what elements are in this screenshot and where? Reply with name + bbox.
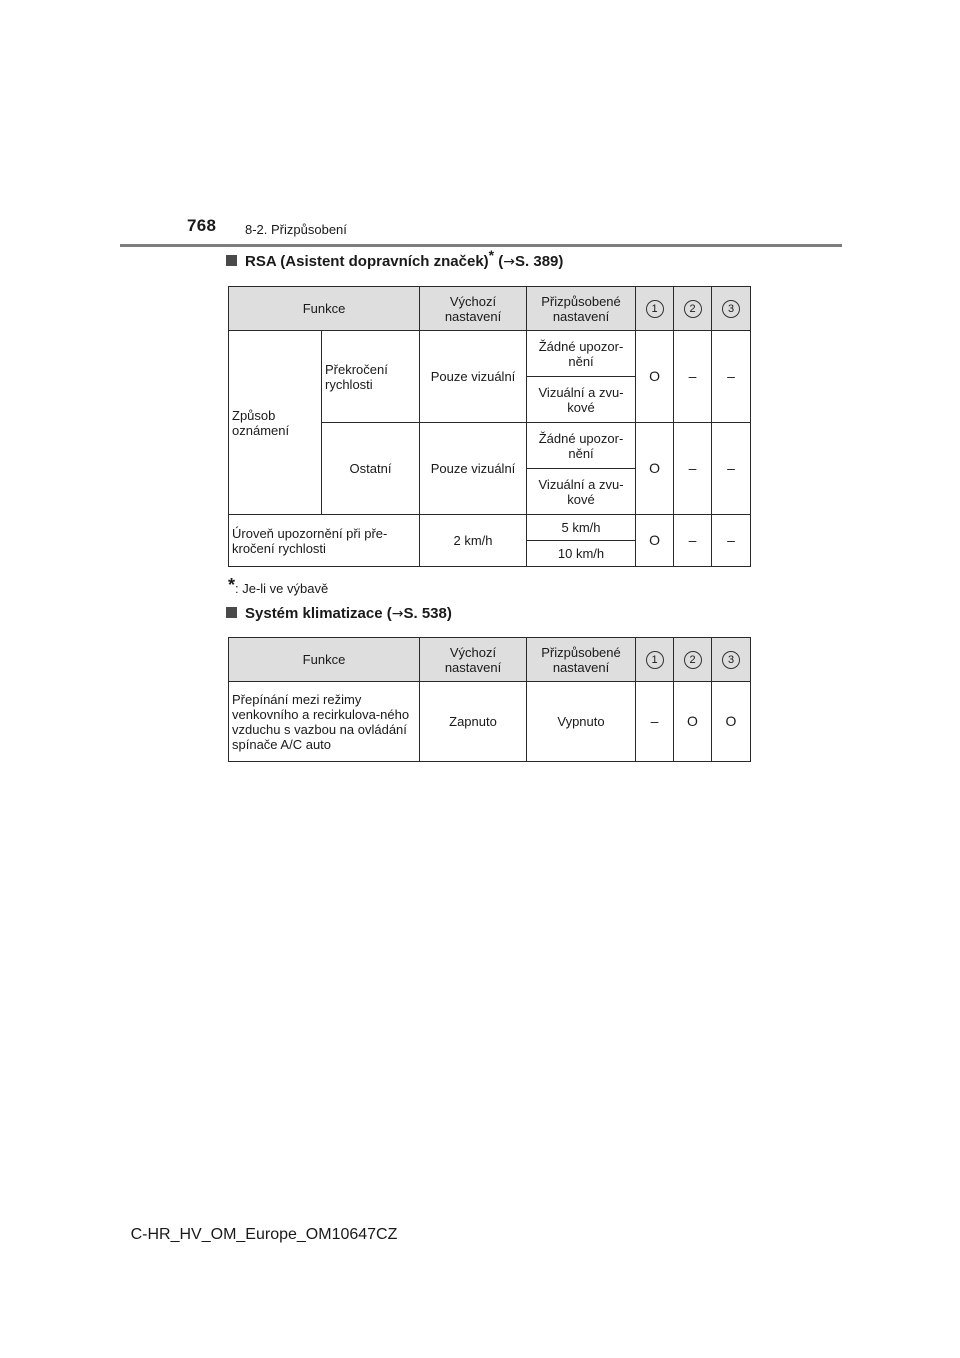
cell-ostatni-method-1: O <box>636 423 674 515</box>
table-row <box>229 682 751 762</box>
col-header-method-3 <box>712 638 751 682</box>
page-number: 768 <box>187 216 217 235</box>
arrow-right-icon: → <box>503 254 516 270</box>
cell-ostatni-option-1: Žádné upozor-nění <box>527 423 636 469</box>
table-header-row <box>229 287 751 331</box>
col-header-method-2 <box>674 638 712 682</box>
cell-uroven-upozorneni: Úroveň upozornění při pře-kročení rychlosti <box>229 515 420 567</box>
cell-uroven-method-1: O <box>636 515 674 567</box>
circled-number-icon: 3 <box>722 300 740 318</box>
arrow-right-icon: → <box>391 606 404 622</box>
cell-ostatni: Ostatní <box>322 423 420 515</box>
table-header-row <box>229 638 751 682</box>
cell-uroven-method-2: – <box>674 515 712 567</box>
footnote <box>228 575 328 596</box>
klima-page-ref[interactable]: S. 538) <box>403 605 452 622</box>
rsa-settings-table <box>228 286 751 567</box>
cell-klima-method-1: – <box>636 682 674 762</box>
rsa-page-ref[interactable]: S. 389) <box>515 253 564 270</box>
col-header-vychozi: Výchozí nastavení <box>420 287 527 331</box>
rsa-heading <box>226 247 564 270</box>
cell-klima-default: Zapnuto <box>420 682 527 762</box>
cell-prekroceni-method-1: O <box>636 331 674 423</box>
col-header-prizpusobene: Přizpůsobené nastavení <box>527 638 636 682</box>
square-bullet-icon <box>226 607 237 618</box>
col-header-method-2 <box>674 287 712 331</box>
cell-prekroceni-default: Pouze vizuální <box>420 331 527 423</box>
klima-settings-table <box>228 637 751 762</box>
cell-prekroceni-option-2: Vizuální a zvu-kové <box>527 377 636 423</box>
cell-zpusob-oznameni: Způsob oznámení <box>229 331 322 515</box>
col-header-funkce: Funkce <box>229 287 420 331</box>
cell-klima-method-2: O <box>674 682 712 762</box>
circled-number-icon: 1 <box>646 651 664 669</box>
section-title: 8-2. Přizpůsobení <box>245 222 347 237</box>
cell-prekroceni-method-2: – <box>674 331 712 423</box>
circled-number-icon: 3 <box>722 651 740 669</box>
cell-klima-method-3: O <box>712 682 751 762</box>
rsa-ref-open: ( <box>494 253 504 270</box>
table-row <box>229 331 751 377</box>
cell-uroven-option-2: 10 km/h <box>527 541 636 567</box>
col-header-funkce: Funkce <box>229 638 420 682</box>
cell-prekroceni-method-3: – <box>712 331 751 423</box>
col-header-method-1 <box>636 638 674 682</box>
footnote-star: * <box>228 575 236 595</box>
col-header-prizpusobene: Přizpůsobené nastavení <box>527 287 636 331</box>
cell-ostatni-option-2: Vizuální a zvu-kové <box>527 469 636 515</box>
square-bullet-icon <box>226 255 237 266</box>
klima-ref-open: ( <box>382 605 392 622</box>
cell-prekroceni-option-1: Žádné upozor-nění <box>527 331 636 377</box>
cell-ostatni-method-3: – <box>712 423 751 515</box>
document-code: C-HR_HV_OM_Europe_OM10647CZ <box>130 1226 398 1243</box>
cell-ostatni-method-2: – <box>674 423 712 515</box>
col-header-method-1 <box>636 287 674 331</box>
cell-uroven-option-1: 5 km/h <box>527 515 636 541</box>
rsa-heading-text: RSA (Asistent dopravních značek) <box>245 253 489 270</box>
col-header-vychozi: Výchozí nastavení <box>420 638 527 682</box>
circled-number-icon: 2 <box>684 300 702 318</box>
circled-number-icon: 2 <box>684 651 702 669</box>
cell-ostatni-default: Pouze vizuální <box>420 423 527 515</box>
cell-prekroceni: Překročení rychlosti <box>322 331 420 423</box>
circled-number-icon: 1 <box>646 300 664 318</box>
footnote-text: : Je-li ve výbavě <box>235 581 329 596</box>
cell-klima-custom: Vypnuto <box>527 682 636 762</box>
header-divider <box>120 244 842 247</box>
cell-uroven-default: 2 km/h <box>420 515 527 567</box>
klima-heading <box>226 605 452 622</box>
klima-heading-text: Systém klimatizace <box>245 605 383 622</box>
rsa-footnote-marker: * <box>488 247 495 263</box>
table-row <box>229 515 751 541</box>
cell-prepinani-rezimu: Přepínání mezi režimy venkovního a recirkulova-ného vzduchu s vazbou na ovládání spínače A/C auto <box>229 682 420 762</box>
col-header-method-3 <box>712 287 751 331</box>
cell-uroven-method-3: – <box>712 515 751 567</box>
